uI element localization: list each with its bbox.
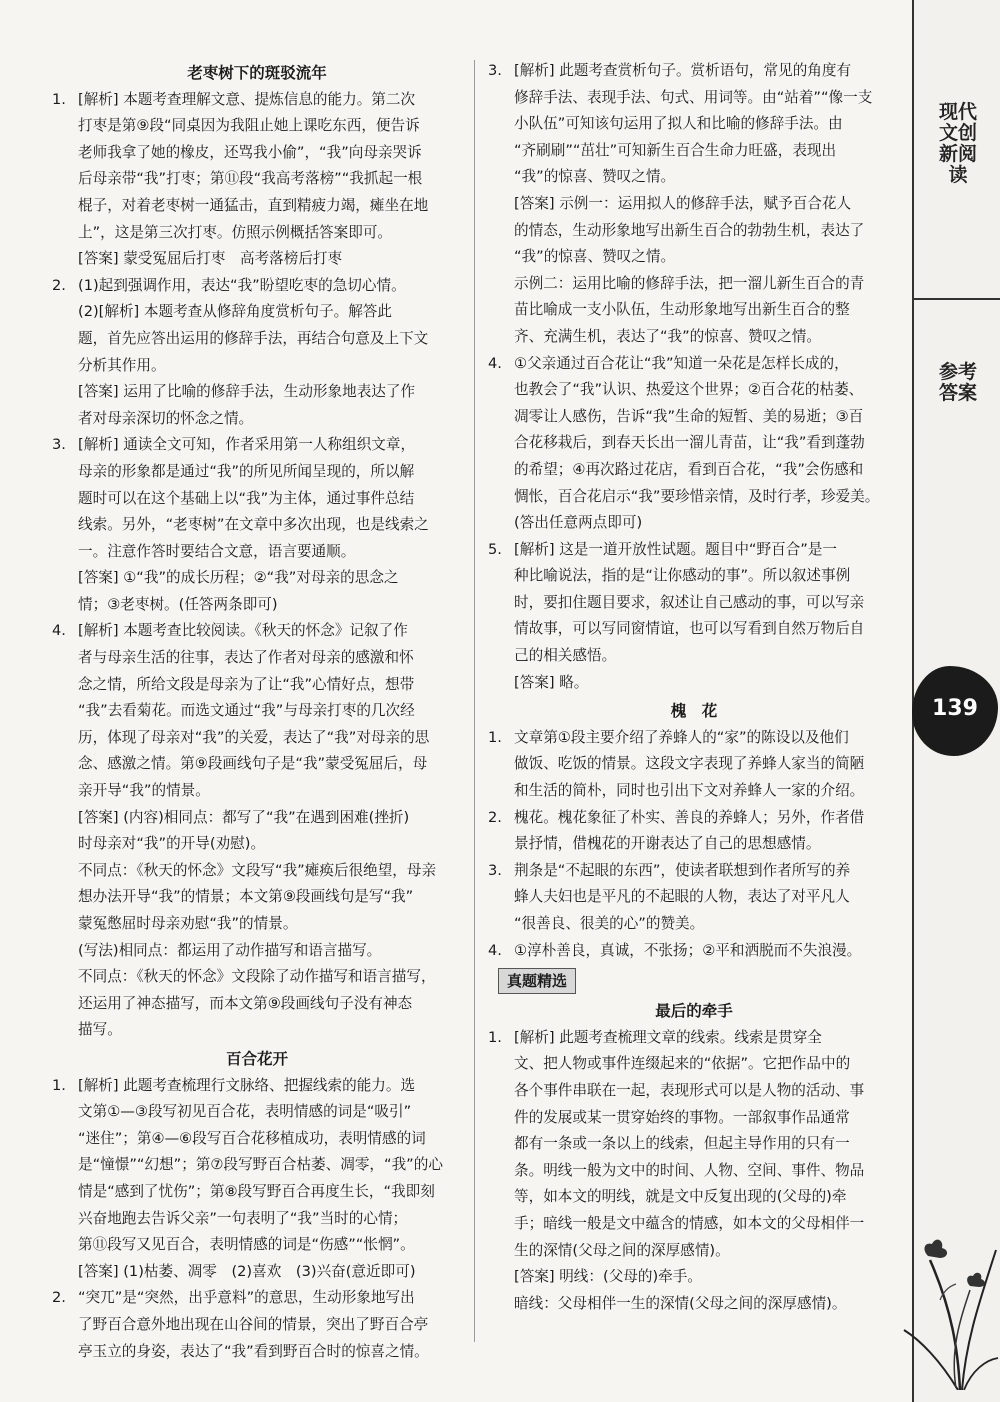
answer-line: 苗比喻成一支小队伍，生动形象地写出新生百合的整 (514, 301, 850, 319)
answer-line: [答案] 运用了比喻的修辞手法，生动形象地表达了作 (78, 383, 416, 401)
article-title: 最后的牵手 (655, 1002, 733, 1021)
text-line: 荆条是“不起眼的东西”，使读者联想到作者所写的养 (514, 861, 851, 879)
answer-item (48, 618, 466, 1044)
book-title: 现代文创新阅读 (938, 101, 977, 186)
text-line: 做饭、吃饭的情景。这段文字表现了养蜂人家当的简陋 (514, 755, 865, 773)
text-line: 老师我拿了她的橡皮，还骂我小偷”，“我”向母亲哭诉 (78, 143, 422, 161)
answer-line: 者对母亲深切的怀念之情。 (78, 409, 254, 427)
answer-line: [答案] 示例一：运用拟人的修辞手法，赋予百合花人 (514, 194, 852, 212)
text-line: 件的发展或某一贯穿始终的事物。一部叙事作品通常 (514, 1108, 850, 1126)
answer-line: 描写。 (78, 1021, 122, 1039)
text-line: 情故事，可以写同窗情谊，也可以写看到自然万物后自 (514, 620, 865, 638)
text-line: 情是“感到了忧伤”；第⑧段写野百合再度生长，“我即刻 (78, 1182, 435, 1200)
text-line: 都有一条或一条以上的线索，但起主导作用的只有一 (514, 1135, 850, 1153)
text-line: 各个事件串联在一起，表现形式可以是人物的活动、事 (514, 1081, 865, 1099)
text-line: 的希望；④再次路过花店，看到百合花，“我”会伤感和 (514, 460, 864, 478)
text-line: ①淳朴善良，真诚，不张扬；②平和洒脱而不失浪漫。 (514, 941, 862, 959)
answer-line: [答案] (1)枯萎、凋零 (2)喜欢 (3)兴奋(意近即可) (78, 1262, 416, 1280)
answer-line: [答案] ①“我”的成长历程；②“我”对母亲的思念之 (78, 569, 399, 587)
answer-line: 不同点：《秋天的怀念》文段除了动作描写和语言描写， (78, 968, 436, 986)
answer-line: 时母亲对“我”的开导(劝慰)。 (78, 835, 266, 853)
text-line: “我”去看菊花。而选文通过“我”与母亲打枣的几次经 (78, 702, 415, 720)
item-number: 5. (488, 540, 502, 558)
answer-line: 暗线：父母相伴一生的深情(父母之间的深厚感情)。 (514, 1294, 847, 1312)
text-line: 亭玉立的身姿，表达了“我”看到野百合时的惊喜之情。 (78, 1342, 429, 1360)
text-line: [解析] 本题考查理解文意、提炼信息的能力。第二次 (78, 90, 416, 108)
text-line: 题时可以在这个基础上以“我”为主体，通过事件总结 (78, 489, 415, 507)
answer-line: 齐、充满生机，表达了“我”的惊喜、赞叹之情。 (514, 327, 821, 345)
answer-line: [答案] 明线：(父母的)牵手。 (514, 1268, 702, 1286)
answer-line: 还运用了神态描写，而本文第⑨段画线句子没有神态 (78, 994, 413, 1012)
text-line: 兴奋地跑去告诉父亲”一句表明了“我”当时的心情； (78, 1209, 408, 1227)
section-tab: 参考答案 (938, 361, 977, 404)
answer-line: 想办法开导“我”的情景；本文第⑨段画线句是写“我” (78, 888, 414, 906)
text-line: “迷住”；第④—⑥段写百合花移植成功，表明情感的词 (78, 1129, 426, 1147)
text-line: 上”，这是第三次打枣。仿照示例概括答案即可。 (78, 223, 393, 241)
text-line: 修辞手法、表现手法、句式、用词等。由“站着”“像一支 (514, 88, 873, 106)
answer-item (484, 1025, 904, 1318)
text-line: 惆怅，百合花启示“我”要珍惜亲情，及时行孝，珍爱美。 (514, 487, 880, 505)
text-line: 文、把人物或事件连缀起来的“依据”。它把作品中的 (514, 1055, 851, 1073)
item-number: 3. (52, 436, 66, 454)
answer-line: 的情态，生动形象地写出新生百合的勃勃生机，表达了 (514, 221, 865, 239)
text-line: [解析] 本题考查比较阅读。《秋天的怀念》记叙了作 (78, 622, 408, 640)
text-line: 文章第①段主要介绍了养蜂人的“家”的陈设以及他们 (514, 728, 849, 746)
text-line: 文第①—③段写初见百合花，表明情感的词是“吸引” (78, 1103, 412, 1121)
article-title: 老枣树下的斑驳流年 (187, 64, 327, 82)
item-number: 2. (52, 1289, 66, 1307)
text-line: (2)[解析] 本题考查从修辞角度赏析句子。解答此 (78, 303, 392, 321)
text-line: “我”的惊喜、赞叹之情。 (514, 168, 676, 186)
text-line: 槐花。槐花象征了朴实、善良的养蜂人；另外，作者借 (514, 808, 865, 826)
text-line: [解析] 此题考查赏析句子。赏析语句，常见的角度有 (514, 62, 852, 79)
text-line: 打枣是第⑨段“同桌因为我阻止她上课吃东西，便告诉 (78, 117, 420, 135)
article-title: 百合花开 (225, 1049, 288, 1068)
text-line: 线索。另外，“老枣树”在文章中多次出现，也是线索之 (78, 516, 429, 534)
answer-item (484, 805, 904, 858)
item-number: 4. (488, 941, 502, 959)
text-line: ①父亲通过百合花让“我”知道一朵花是怎样长成的， (514, 354, 849, 372)
answer-item (48, 432, 466, 618)
page-number-badge (912, 662, 1000, 760)
item-number: 2. (488, 808, 502, 826)
text-line: [解析] 此题考查梳理行文脉络、把握线索的能力。选 (78, 1076, 416, 1094)
text-line: 等，如本文的明线，就是文中反复出现的(父母的)牵 (514, 1188, 847, 1206)
text-line: “齐刷刷”“茁壮”可知新生百合生命力旺盛，表现出 (514, 141, 837, 159)
answer-line: 情；③老枣树。(任答两条即可) (78, 595, 278, 613)
answer-line: 蒙冤憋屈时母亲劝慰“我”的情景。 (78, 915, 298, 932)
text-line: 母亲的形象都是通过“我”的所见所闻呈现的，所以解 (78, 462, 415, 480)
item-number: 1. (52, 90, 66, 108)
item-number: 1. (488, 728, 502, 746)
answer-item (48, 1073, 466, 1286)
text-line: 己的相关感悟。 (514, 647, 617, 665)
text-line: [解析] 此题考查梳理文章的线索。线索是贯穿全 (514, 1028, 822, 1046)
item-number: 1. (488, 1028, 502, 1046)
column-divider (474, 60, 475, 1342)
answer-item (484, 858, 904, 938)
answer-line: [答案] 蒙受冤屈后打枣 高考落榜后打枣 (78, 250, 343, 268)
text-line: 历，体现了母亲对“我”的关爱，表达了“我”对母亲的思 (78, 728, 430, 746)
section-label: 真题精选 (498, 968, 576, 994)
item-number: 4. (488, 354, 502, 372)
answer-line: [答案] (内容)相同点：都写了“我”在遇到困难(挫折) (78, 808, 410, 826)
article-title: 槐 花 (670, 702, 718, 721)
text-line: (答出任意两点即可) (514, 514, 643, 532)
right-column (484, 58, 904, 1317)
text-line: 时，要扣住题目要求，叙述让自己感动的事，可以写亲 (514, 593, 865, 611)
answer-item (484, 351, 904, 537)
text-line: 分析其作用。 (78, 356, 166, 374)
sidebar-divider (914, 298, 1000, 300)
text-line: 和生活的简朴，同时也引出下文对养蜂人一家的介绍。 (514, 782, 865, 800)
text-line: 凋零让人感伤，告诉“我”生命的短暂、美的易逝；③百 (514, 407, 864, 425)
text-line: 者与母亲生活的往事，表达了作者对母亲的感激和怀 (78, 649, 414, 667)
text-line: 一。注意作答时要结合文意，语言要通顺。 (78, 542, 356, 560)
text-line: 手；暗线一般是文中蕴含的情感，如本文的父母相伴一 (514, 1214, 865, 1232)
text-line: 生的深情(父母之间的深厚感情)。 (514, 1241, 730, 1259)
answer-item (484, 537, 904, 697)
answer-item (48, 87, 466, 273)
text-line: 题，首先应答出运用的修辞手法，再结合句意及上下文 (78, 329, 429, 347)
answer-item (48, 273, 466, 433)
answer-line: “我”的惊喜、赞叹之情。 (514, 248, 676, 266)
text-line: 棍子，对着老枣树一通猛击，直到精疲力竭，瘫坐在地 (78, 196, 429, 214)
text-line: 第⑪段写又见百合，表明情感的词是“伤感”“怅惘”。 (78, 1236, 415, 1254)
text-line: 也教会了“我”认识、热爱这个世界；②百合花的枯萎、 (514, 381, 864, 399)
answer-line: 不同点：《秋天的怀念》文段写“我”瘫痪后很绝望，母亲 (78, 861, 437, 879)
text-line: 种比喻说法，指的是“让你感动的事”。所以叙述事例 (514, 567, 851, 585)
text-line: 条。明线一般为文中的时间、人物、空间、事件、物品 (514, 1161, 865, 1179)
text-line: “突兀”是“突然，出乎意料”的意思，生动形象地写出 (78, 1289, 415, 1307)
text-line: (1)起到强调作用，表达“我”盼望吃枣的急切心情。 (78, 276, 406, 294)
page-number: 139 (932, 696, 978, 721)
answer-item (484, 938, 904, 965)
text-line: 念、感激之情。第⑨段画线句子是“我”蒙受冤屈后，母 (78, 755, 428, 773)
text-line: 了野百合意外地出现在山谷间的情景，突出了野百合亭 (78, 1315, 429, 1333)
text-line: 蜂人夫妇也是平凡的不起眼的人物，表达了对平凡人 (514, 888, 850, 906)
text-line: [解析] 这是一道开放性试题。题目中“野百合”是一 (514, 540, 838, 558)
answer-item (484, 58, 904, 351)
answer-item (484, 725, 904, 805)
text-line: 念之情，所给文段是母亲为了让“我”心情好点，想带 (78, 675, 415, 693)
item-number: 3. (488, 861, 502, 879)
item-number: 4. (52, 622, 66, 640)
answer-line: [答案] 略。 (514, 673, 589, 691)
text-line: 小队伍”可知该句运用了拟人和比喻的修辞手法。由 (514, 115, 843, 133)
answer-line: 示例二：运用比喻的修辞手法，把一溜儿新生百合的青 (514, 274, 865, 292)
item-number: 3. (488, 62, 502, 79)
text-line: 合花移栽后，到春天长出一溜儿青苗，让“我”看到蓬勃 (514, 434, 865, 452)
orchid-illustration-icon (900, 1190, 1000, 1390)
text-line: “很善良、很美的心”的赞美。 (514, 915, 705, 932)
text-line: 景抒情，借槐花的开谢表达了自己的思想感情。 (514, 835, 821, 853)
text-line: [解析] 通读全文可知，作者采用第一人称组织文章， (78, 436, 416, 454)
answer-item (48, 1285, 466, 1365)
answer-line: (写法)相同点：都运用了动作描写和语言描写。 (78, 941, 382, 959)
item-number: 2. (52, 276, 66, 294)
text-line: 是“憧憬”“幻想”；第⑦段写野百合枯萎、凋零，“我”的心 (78, 1156, 443, 1174)
item-number: 1. (52, 1076, 66, 1094)
text-line: 后母亲带“我”打枣；第⑪段“我高考落榜”“我抓起一根 (78, 170, 423, 188)
text-line: 亲开导“我”的情景。 (78, 782, 210, 800)
left-column (48, 58, 466, 1365)
